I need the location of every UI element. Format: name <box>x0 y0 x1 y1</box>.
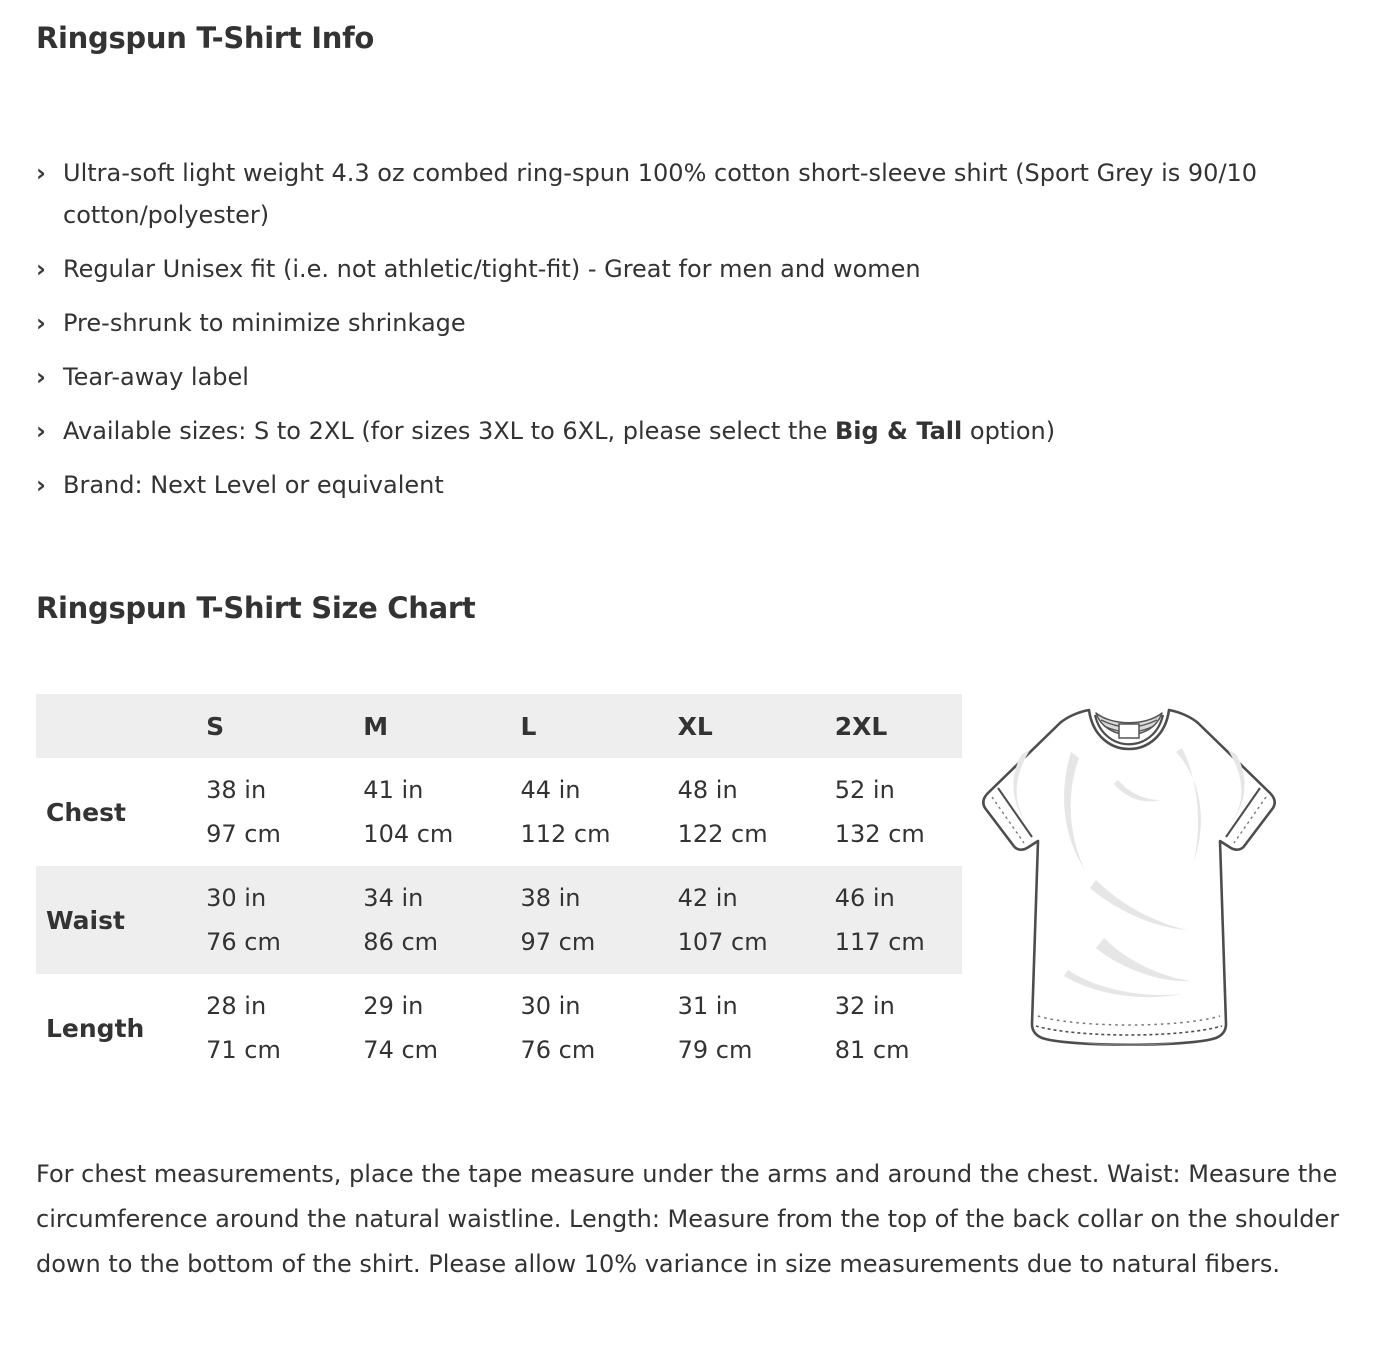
feature-text: Brand: Next Level or equivalent <box>63 471 444 499</box>
cell-waist-xl: 42 in 107 cm <box>677 884 768 956</box>
bullet-arrow-icon: › <box>36 309 46 337</box>
feature-text: Tear-away label <box>63 363 249 391</box>
cell-length-xl: 31 in 79 cm <box>677 992 753 1064</box>
feature-item-preshrunk <box>36 302 1351 344</box>
feature-text: Ultra-soft light weight 4.3 oz combed ring-spun 100% cotton short-sleeve shirt (Sport Grey is 90/10 cotton/polyester) <box>63 159 1258 229</box>
table-row-waist <box>36 866 962 974</box>
cell-chest-s: 38 in 97 cm <box>206 776 281 848</box>
size-chart-header-row <box>36 694 962 758</box>
cell-waist-s: 30 in 76 cm <box>206 884 281 956</box>
size-chart-table <box>36 694 962 1082</box>
column-header-l: L <box>520 711 537 741</box>
cell-length-2xl: 32 in 81 cm <box>834 992 910 1064</box>
tshirt-illustration <box>968 698 1290 1054</box>
cell-chest-l: 44 in 112 cm <box>520 776 611 848</box>
corner-cell <box>36 694 176 758</box>
bullet-arrow-icon: › <box>36 363 46 391</box>
row-label-waist: Waist <box>46 905 125 935</box>
size-chart-title: Ringspun T-Shirt Size Chart <box>36 591 476 625</box>
cell-waist-l: 38 in 97 cm <box>520 884 596 956</box>
cell-waist-2xl: 46 in 117 cm <box>834 884 925 956</box>
cell-waist-m: 34 in 86 cm <box>363 884 439 956</box>
bullet-arrow-icon: › <box>36 255 46 283</box>
feature-item-brand <box>36 464 1351 506</box>
column-header-s: S <box>206 711 225 741</box>
feature-item-label <box>36 356 1351 398</box>
cell-length-l: 30 in 76 cm <box>520 992 596 1064</box>
measurement-instructions: For chest measurements, place the tape measure under the arms and around the chest. Waist: Measure the circumference around the natural waistline. Length: Measure from the top of the back collar on the shoulder down to the bottom of the shirt. Please allow 10% variance in size measurements due to natural fibers. <box>36 1160 1340 1278</box>
cell-chest-xl: 48 in 122 cm <box>677 776 768 848</box>
tshirt-image <box>968 698 1290 1050</box>
cell-length-s: 28 in 71 cm <box>206 992 281 1064</box>
cell-chest-m: 41 in 104 cm <box>363 776 454 848</box>
feature-text: Regular Unisex fit (i.e. not athletic/tight-fit) - Great for men and women <box>63 255 921 283</box>
page-title: Ringspun T-Shirt Info <box>36 21 375 55</box>
feature-item-sizes <box>36 410 1351 452</box>
cell-length-m: 29 in 74 cm <box>363 992 439 1064</box>
bullet-arrow-icon: › <box>36 417 46 445</box>
feature-text: Pre-shrunk to minimize shrinkage <box>63 309 466 337</box>
table-row-chest <box>36 758 962 866</box>
cell-chest-2xl: 52 in 132 cm <box>834 776 925 848</box>
column-header-2xl: 2XL <box>834 711 888 741</box>
row-label-length: Length <box>46 1013 145 1043</box>
table-row-length <box>36 974 962 1082</box>
column-header-xl: XL <box>677 711 713 741</box>
column-header-m: M <box>363 711 389 741</box>
feature-text: Available sizes: S to 2XL (for sizes 3XL to 6XL, please select the Big & Tall option) <box>63 417 1056 445</box>
size-chart-section <box>36 694 1351 1082</box>
bullet-arrow-icon: › <box>36 471 46 499</box>
product-info-page <box>36 20 1351 1287</box>
feature-list <box>36 152 1351 506</box>
feature-item-fabric <box>36 152 1351 236</box>
feature-item-fit <box>36 248 1351 290</box>
row-label-chest: Chest <box>46 797 126 827</box>
bullet-arrow-icon: › <box>36 159 46 187</box>
big-and-tall-emphasis: Big & Tall <box>834 417 963 445</box>
